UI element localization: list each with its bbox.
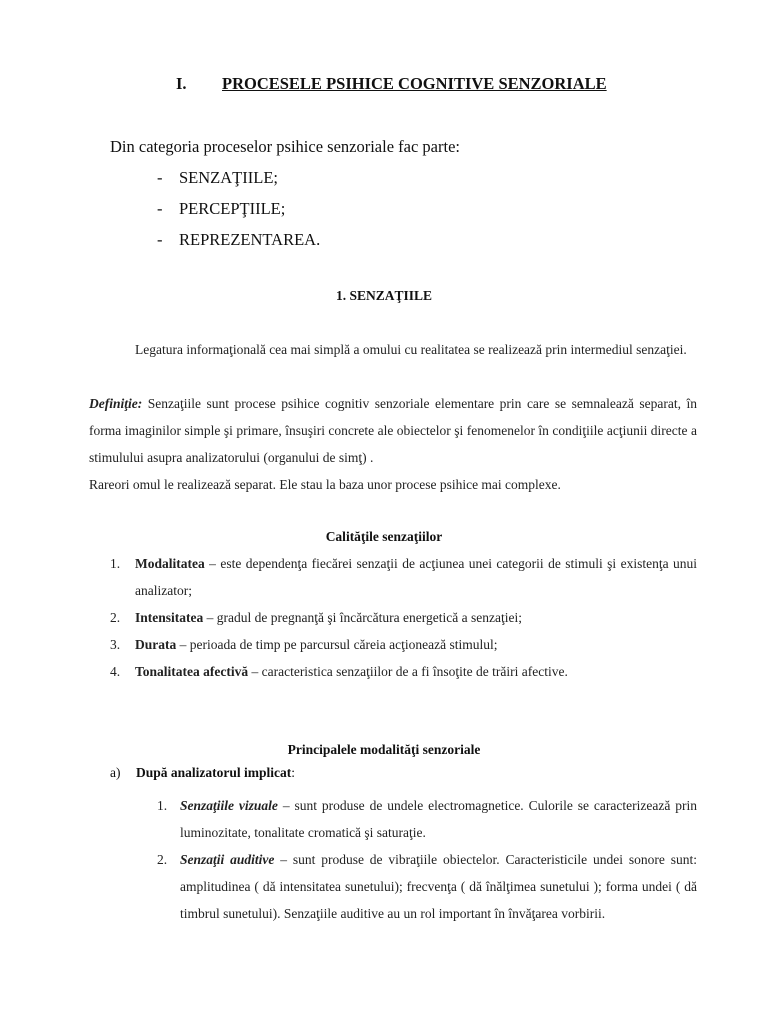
dash-bullet: - bbox=[157, 230, 163, 249]
modalities-list bbox=[157, 792, 697, 927]
paragraph-intro-text: Legatura informaţională cea mai simplă a omului cu realitatea se realizează prin intermediul senzaţiei. bbox=[135, 342, 687, 357]
list-number: 3. bbox=[110, 637, 121, 652]
list-term: Senzaţiile vizuale bbox=[180, 798, 278, 813]
dash-item-text: REPREZENTAREA. bbox=[179, 230, 321, 249]
dash-item-text: PERCEPŢIILE; bbox=[179, 199, 286, 218]
list-text: – sunt produse de vibraţiile obiectelor. Caracteristicile undei sonore sunt: amplitudinea ( dă intensitatea sunetului); frecvenţa ( dă înălţimea sunetului ); forma undei ( dă timbrul sunetului). Senzaţiile auditive au un rol important în învăţarea vorbirii. bbox=[180, 852, 697, 921]
sub-heading-suffix: : bbox=[291, 765, 296, 780]
list-item bbox=[110, 550, 697, 604]
section-heading-modalitati: Principalele modalităţi senzoriale bbox=[287, 742, 481, 757]
list-term: Intensitatea bbox=[135, 610, 204, 625]
list-text: – caracteristica senzaţiilor de a fi însoţite de trăiri afective. bbox=[248, 664, 568, 679]
list-item bbox=[110, 604, 697, 631]
list-term: Durata bbox=[135, 637, 177, 652]
dash-item-text: SENZAŢIILE; bbox=[179, 168, 278, 187]
definition-label: Definiţie: bbox=[89, 396, 143, 411]
list-item bbox=[110, 658, 697, 685]
paragraph-definition bbox=[89, 390, 697, 471]
chapter-number: I. bbox=[176, 74, 187, 93]
list-term: Tonalitatea afectivă bbox=[135, 664, 249, 679]
dash-list-item bbox=[157, 230, 320, 250]
list-text: – este dependenţa fiecărei senzaţii de acţiunea unei categorii de stimuli şi existenţa unui analizator; bbox=[135, 556, 697, 598]
dash-list-item bbox=[157, 168, 278, 188]
dash-list-item bbox=[157, 199, 285, 219]
qualities-list bbox=[110, 550, 697, 685]
section-heading-calitati: Calităţile senzaţiilor bbox=[325, 529, 443, 544]
sub-heading-analizator bbox=[110, 765, 295, 781]
paragraph-rareori: Rareori omul le realizează separat. Ele stau la baza unor procese psihice mai complexe. bbox=[89, 477, 561, 492]
definition-text: Senzaţiile sunt procese psihice cognitiv senzoriale elementare prin care se semnalează separat, în forma imaginilor simple şi primare, însuşiri concrete ale obiectelor şi fenomenelor în condiţiile acţiunii directe a stimulului asupra analizatorului (organului de simţ) . bbox=[89, 396, 697, 465]
list-number: 2. bbox=[157, 852, 168, 867]
chapter-title-text: PROCESELE PSIHICE COGNITIVE SENZORIALE bbox=[222, 74, 607, 93]
list-number: 4. bbox=[110, 664, 121, 679]
sub-heading-label: a) bbox=[110, 765, 121, 780]
list-term: Modalitatea bbox=[135, 556, 205, 571]
list-item bbox=[157, 846, 697, 927]
list-item bbox=[110, 631, 697, 658]
list-number: 1. bbox=[110, 556, 121, 571]
paragraph-intro bbox=[89, 336, 697, 363]
list-text: – sunt produse de undele electromagnetice. Culorile se caracterizează prin luminozitate, tonalitate cromatică şi saturaţie. bbox=[180, 798, 697, 840]
list-term: Senzaţii auditive bbox=[180, 852, 275, 867]
intro-sentence: Din categoria proceselor psihice senzoriale fac parte: bbox=[110, 137, 460, 156]
sub-heading-term: După analizatorul implicat bbox=[136, 765, 292, 780]
list-text: – perioada de timp pe parcursul căreia acţionează stimulul; bbox=[176, 637, 498, 652]
list-item bbox=[157, 792, 697, 846]
section-heading-senzatiile: 1. SENZAŢIILE bbox=[335, 288, 433, 303]
list-text: – gradul de pregnanţă şi încărcătura energetică a senzaţiei; bbox=[203, 610, 522, 625]
dash-bullet: - bbox=[157, 168, 163, 187]
list-number: 1. bbox=[157, 798, 168, 813]
dash-bullet: - bbox=[157, 199, 163, 218]
list-number: 2. bbox=[110, 610, 121, 625]
